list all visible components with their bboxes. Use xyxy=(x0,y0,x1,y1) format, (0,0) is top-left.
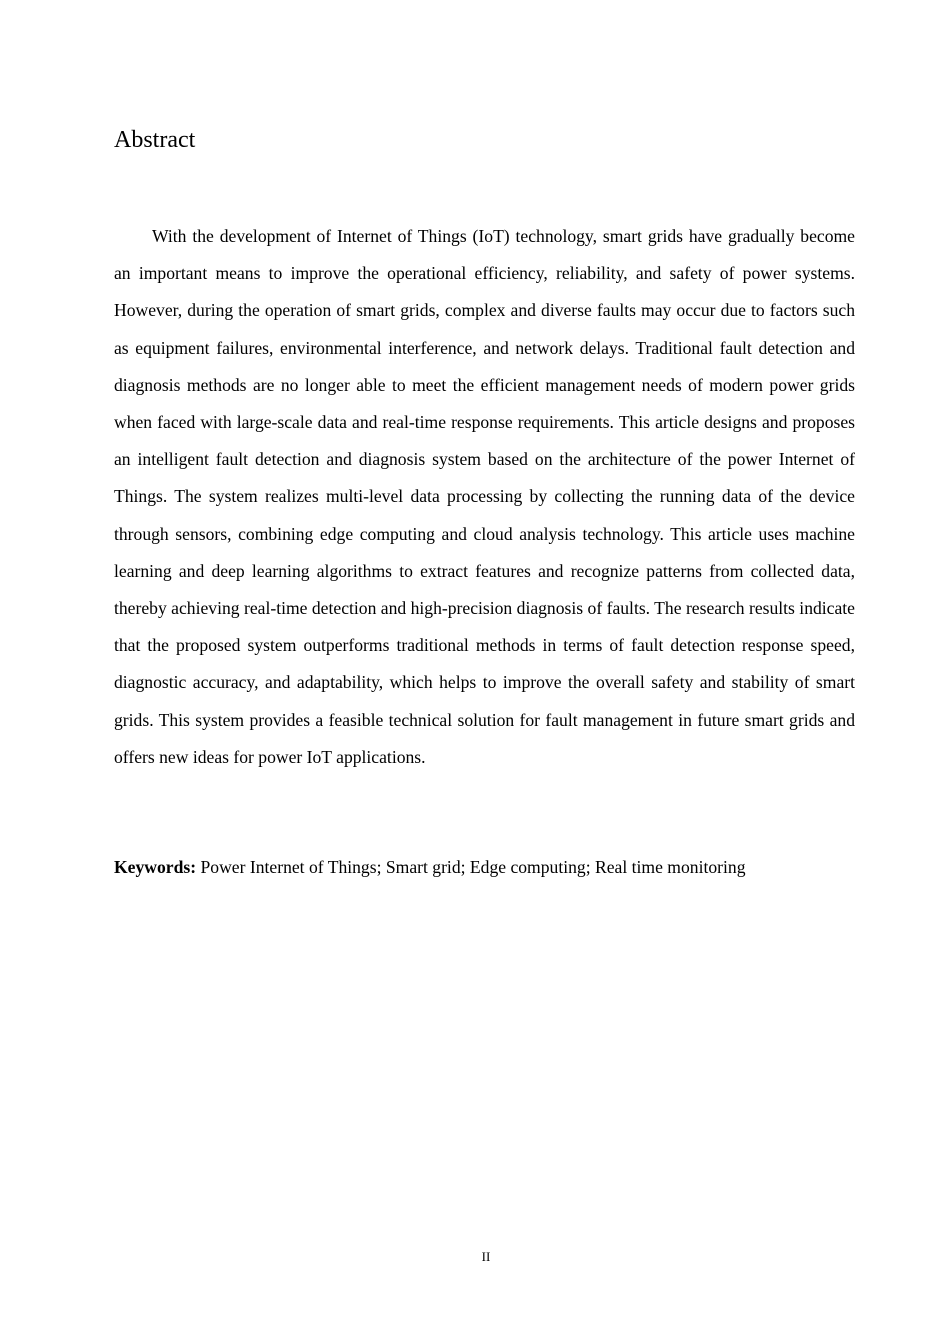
page-title: Abstract xyxy=(114,127,196,153)
keywords-list: Power Internet of Things; Smart grid; Edge computing; Real time monitoring xyxy=(200,857,746,877)
page-number: II xyxy=(481,1249,491,1264)
keywords-label: Keywords: xyxy=(114,857,197,877)
keywords-line xyxy=(114,852,855,882)
abstract-paragraph: With the development of Internet of Things (IoT) technology, smart grids have gradually become an important means to improve the operational efficiency, reliability, and safety of power systems. However, during the operation of smart grids, complex and diverse faults may occur due to factors such as equipment failures, environmental interference, and network delays. Traditional fault detection and diagnosis methods are no longer able to meet the efficient management needs of modern power grids when faced with large-scale data and real-time response requirements. This article designs and proposes an intelligent fault detection and diagnosis system based on the architecture of the power Internet of Things. The system realizes multi-level data processing by collecting the running data of the device through sensors, combining edge computing and cloud analysis technology. This article uses machine learning and deep learning algorithms to extract features and recognize patterns from collected data, thereby achieving real-time detection and high-precision diagnosis of faults. The research results indicate that the proposed system outperforms traditional methods in terms of fault detection response speed, diagnostic accuracy, and adaptability, which helps to improve the overall safety and stability of smart grids. This system provides a feasible technical solution for fault management in future smart grids and offers new ideas for power IoT applications. xyxy=(114,226,855,767)
